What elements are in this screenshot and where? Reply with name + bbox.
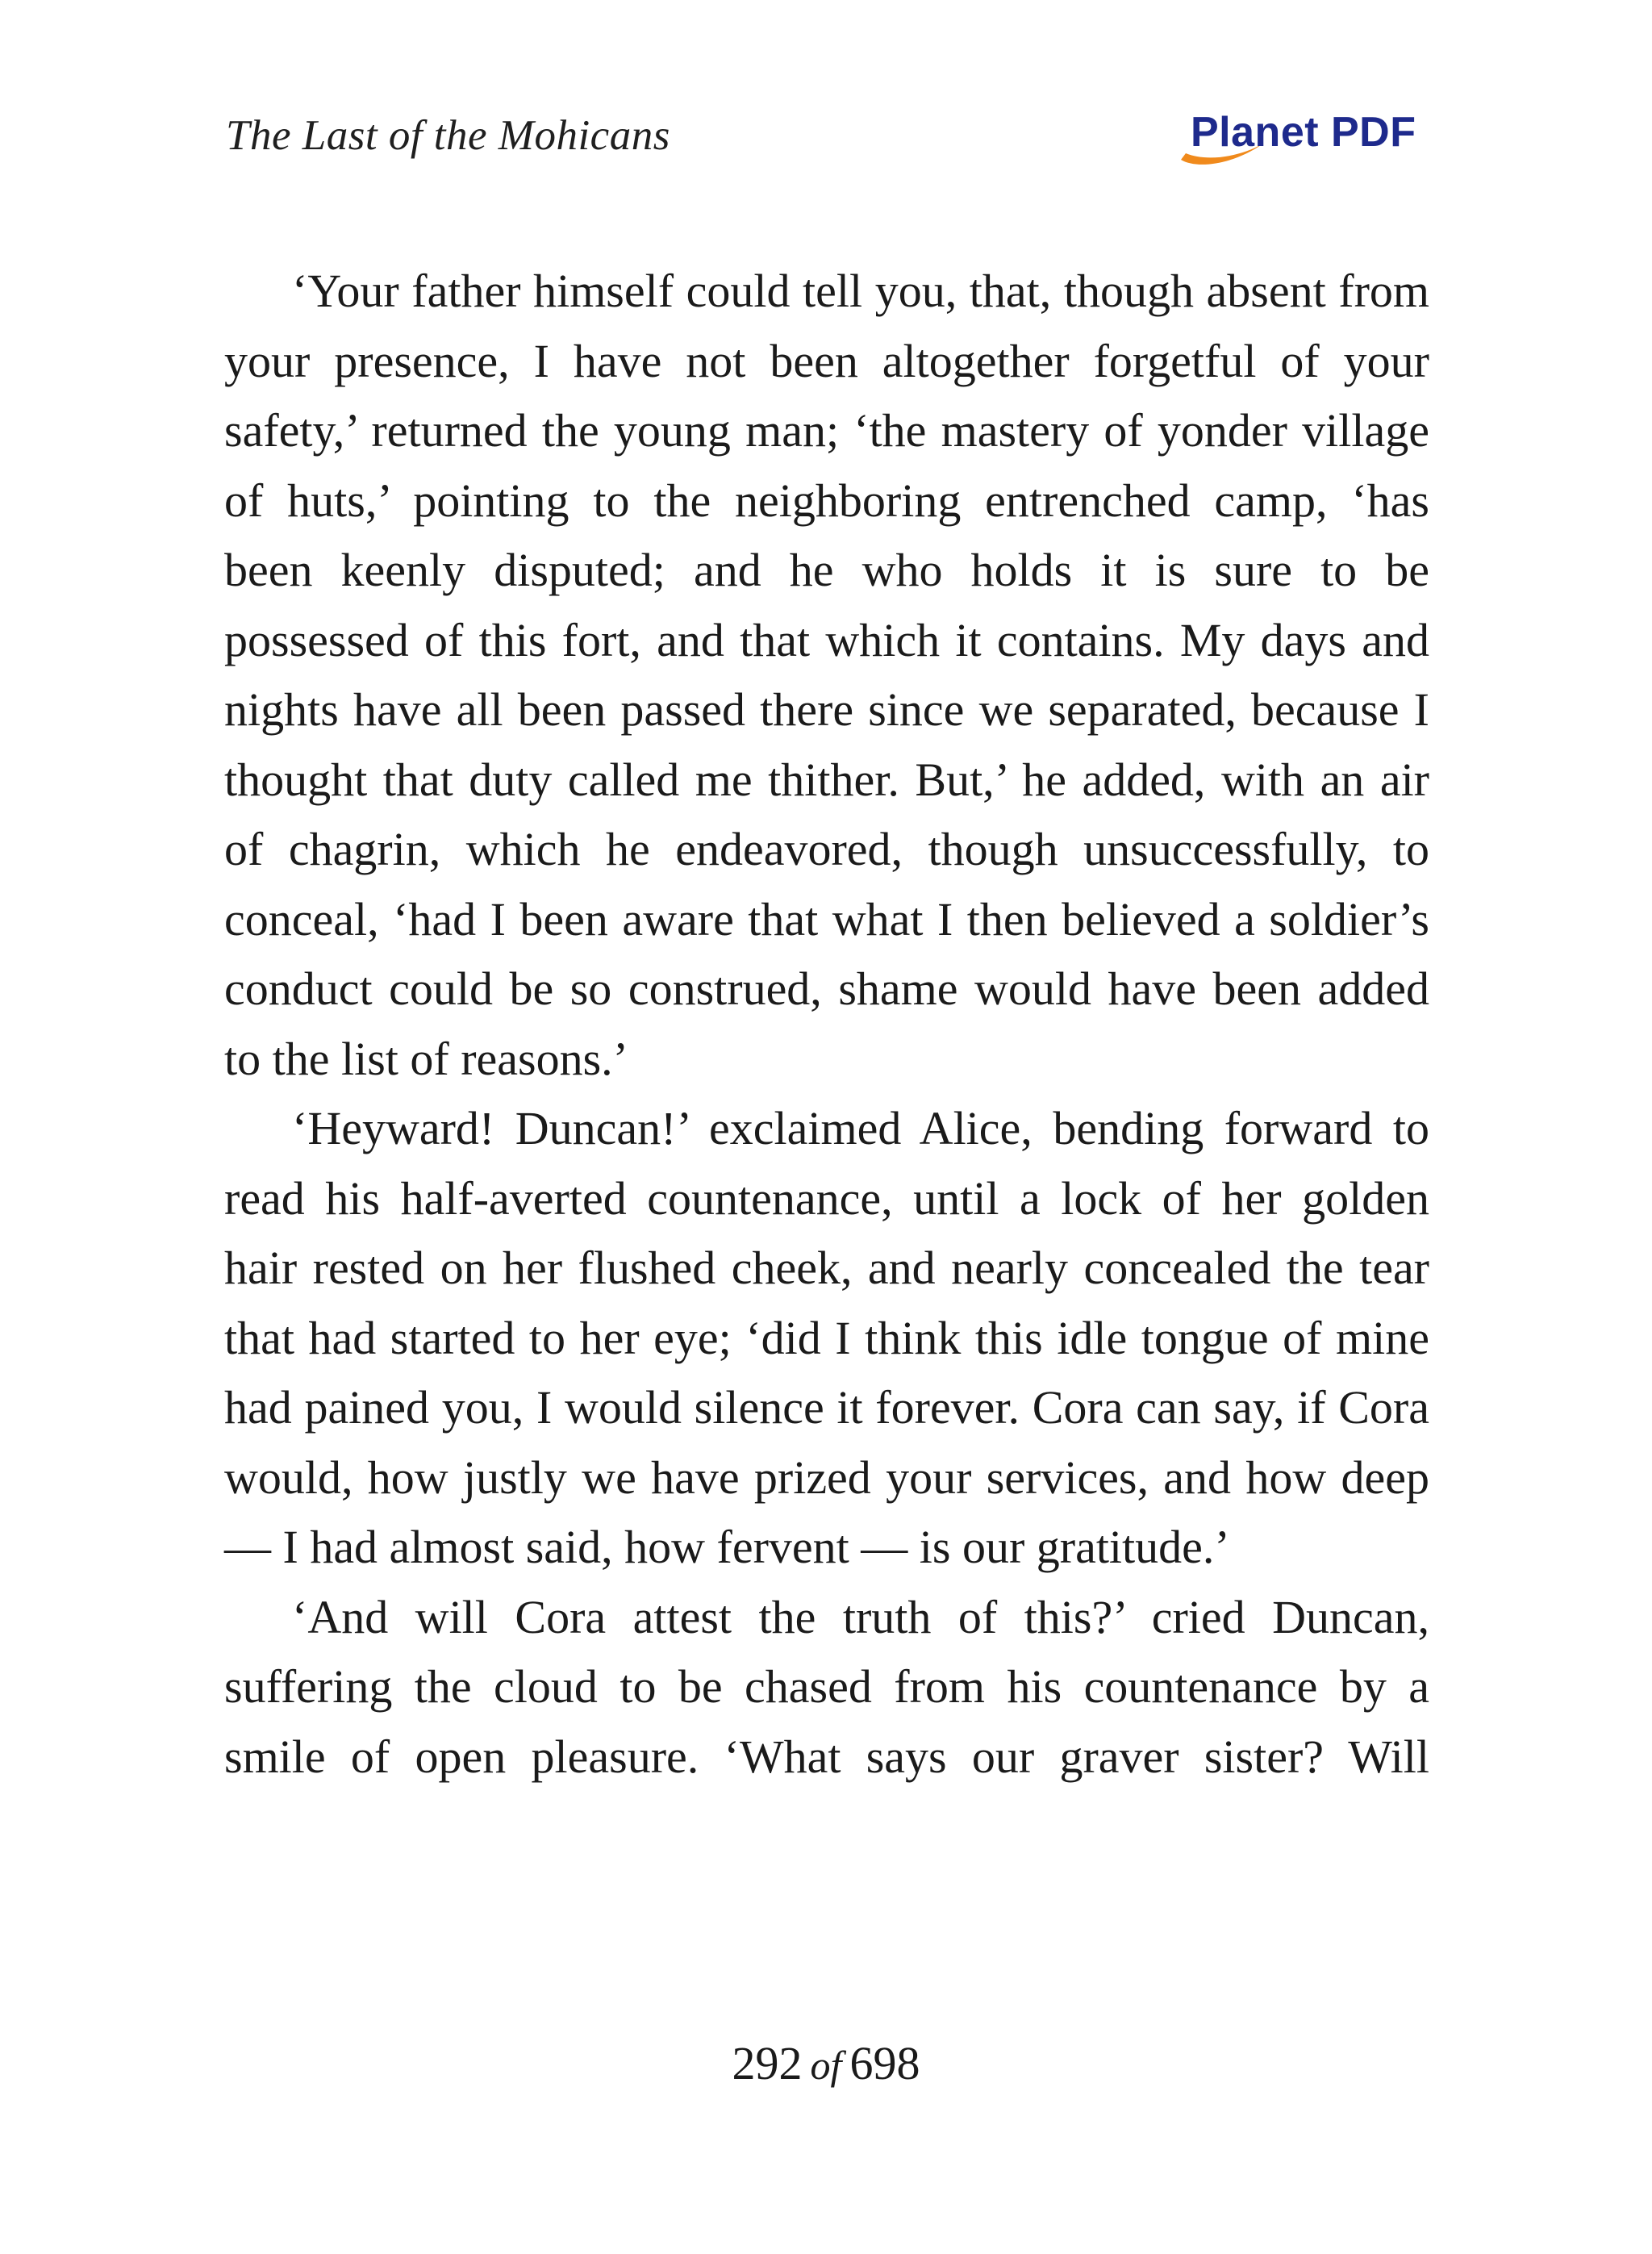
body-text bbox=[224, 257, 1429, 1792]
paragraph: ‘Your father himself could tell you, that, though absent from your presence, I have not been altogether forgetful of your safety,’ returned the young man; ‘the mastery of yonder village of huts,’ pointing to the neighboring entrenched camp, ‘has been keenly disputed; and he who holds it is sure to be possessed of this fort, and that which it contains. My days and nights have all been passed there since we separated, because I thought that duty called me thither. But,’ he added, with an air of chagrin, which he endeavored, though unsuccessfully, to conceal, ‘had I been aware that what I then believed a soldier’s conduct could be so construed, shame would have been added to the list of reasons.’ bbox=[224, 265, 1429, 1085]
total-page-count: 698 bbox=[849, 2037, 920, 2089]
page-number bbox=[0, 2031, 1652, 2097]
paragraph: ‘And will Cora attest the truth of this?’ cried Duncan, suffering the cloud to be chased from his countenance by a smile of open pleasure. ‘What says our graver sister? Will bbox=[224, 1590, 1429, 1783]
current-page-number: 292 bbox=[732, 2037, 803, 2089]
planet-pdf-logo bbox=[1173, 97, 1431, 169]
page-of-label: of bbox=[810, 2043, 842, 2088]
logo-text: Planet PDF bbox=[1191, 109, 1416, 156]
running-head-title: The Last of the Mohicans bbox=[226, 112, 670, 159]
paragraph: ‘Heyward! Duncan!’ exclaimed Alice, bending forward to read his half-averted countenance, until a lock of her golden hair rested on her flushed cheek, and nearly concealed the tear that had started to her eye; ‘did I think this idle tongue of mine had pained you, I would silence it forever. Cora can say, if Cora would, how justly we have prized your services, and how deep — I had almost said, how fervent — is our gratitude.’ bbox=[224, 1102, 1429, 1573]
